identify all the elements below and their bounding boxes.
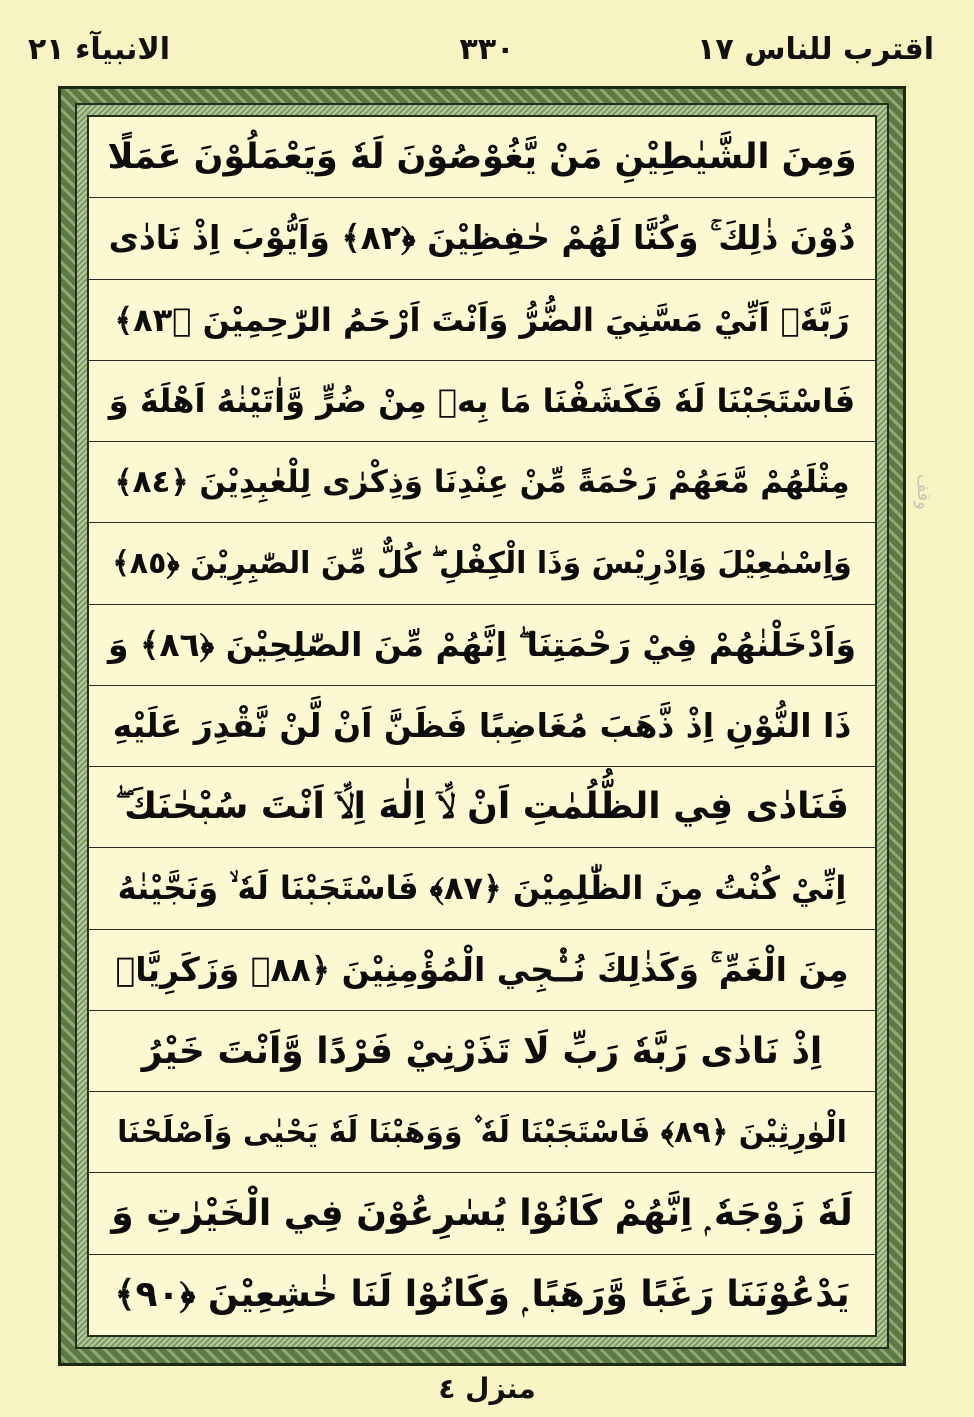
verse-line: مِثْلَهُمْ مَّعَهُمْ رَحْمَةً مِّنْ عِنْدِنَا وَذِكْرٰى لِلْعٰبِدِيْنَ ﴿٨٤﴾	[89, 442, 875, 523]
verse-line: مِنَ الْغَمِّ ۚ وَكَذٰلِكَ نُـْۨجِي الْمُؤْمِنِيْنَ ﴿٨٨﴾ وَزَكَرِيَّاۤ	[89, 930, 875, 1011]
verse-line: رَبَّهٗۤ اَنِّيْ مَسَّنِيَ الضُّرُّ وَاَنْتَ اَرْحَمُ الرّٰحِمِيْنَ ﴿٨٣﴾	[89, 280, 875, 361]
verse-line: فَاسْتَجَبْنَا لَهٗ فَكَشَفْنَا مَا بِهٖ مِنْ ضُرٍّ وَّاٰتَيْنٰهُ اَهْلَهٗ وَ	[89, 361, 875, 442]
page-number: ٣٣٠	[459, 32, 515, 67]
verse-line: الْوٰرِثِيْنَ ﴿٨٩﴾ فَاسْتَجَبْنَا لَهٗ ۫ وَوَهَبْنَا لَهٗ يَحْيٰى وَاَصْلَحْنَا	[89, 1092, 875, 1173]
border-pattern	[75, 103, 889, 1349]
verse-line: وَاِسْمٰعِيْلَ وَاِدْرِيْسَ وَذَا الْكِفْلِ ۖ كُلٌّ مِّنَ الصّٰبِرِيْنَ ﴿٨٥﴾	[89, 523, 875, 604]
verse-line: ذَا النُّوْنِ اِذْ ذَّهَبَ مُغَاضِبًا فَظَنَّ اَنْ لَّنْ نَّقْدِرَ عَلَيْهِ	[89, 686, 875, 767]
surah-label: الانبيآء ٢١	[28, 32, 171, 67]
verse-lines	[89, 117, 875, 1335]
manzil-label: منزل ٤	[438, 1372, 536, 1405]
page-header	[0, 0, 974, 84]
verse-line: وَمِنَ الشَّيٰطِيْنِ مَنْ يَّغُوْصُوْنَ لَهٗ وَيَعْمَلُوْنَ عَمَلًا	[89, 117, 875, 198]
ornamental-border	[58, 86, 906, 1366]
verse-line: فَنَادٰى فِي الظُّلُمٰتِ اَنْ لَّاۤ اِلٰهَ اِلَّاۤ اَنْتَ سُبْحٰنَكَ ۖ	[89, 767, 875, 848]
verse-line: لَهٗ زَوْجَهٗ ۭ اِنَّهُمْ كَانُوْا يُسٰرِعُوْنَ فِي الْخَيْرٰتِ وَ	[89, 1173, 875, 1254]
verse-line: اِذْ نَادٰى رَبَّهٗ رَبِّ لَا تَذَرْنِيْ فَرْدًا وَّاَنْتَ خَيْرُ	[89, 1011, 875, 1092]
verse-line: يَدْعُوْنَنَا رَغَبًا وَّرَهَبًا ۭ وَكَانُوْا لَنَا خٰشِعِيْنَ ﴿٩٠﴾	[114, 1273, 850, 1315]
verse-line: وَاَدْخَلْنٰهُمْ فِيْ رَحْمَتِنَا ۖ اِنَّهُمْ مِّنَ الصّٰلِحِيْنَ ﴿٨٦﴾ وَ	[89, 605, 875, 686]
verse-line: دُوْنَ ذٰلِكَ ۚ وَكُنَّا لَهُمْ حٰفِظِيْنَ ﴿٨٢﴾ وَاَيُّوْبَ اِذْ نَادٰى	[89, 198, 875, 279]
text-panel	[87, 115, 877, 1337]
verse-line: اِنِّيْ كُنْتُ مِنَ الظّٰلِمِيْنَ ﴿٨٧﴾ فَاسْتَجَبْنَا لَهٗ ۙ وَنَجَّيْنٰهُ	[89, 848, 875, 929]
margin-mark: وقف	[913, 474, 934, 510]
juz-label: اقترب للناس ١٧	[697, 32, 934, 67]
